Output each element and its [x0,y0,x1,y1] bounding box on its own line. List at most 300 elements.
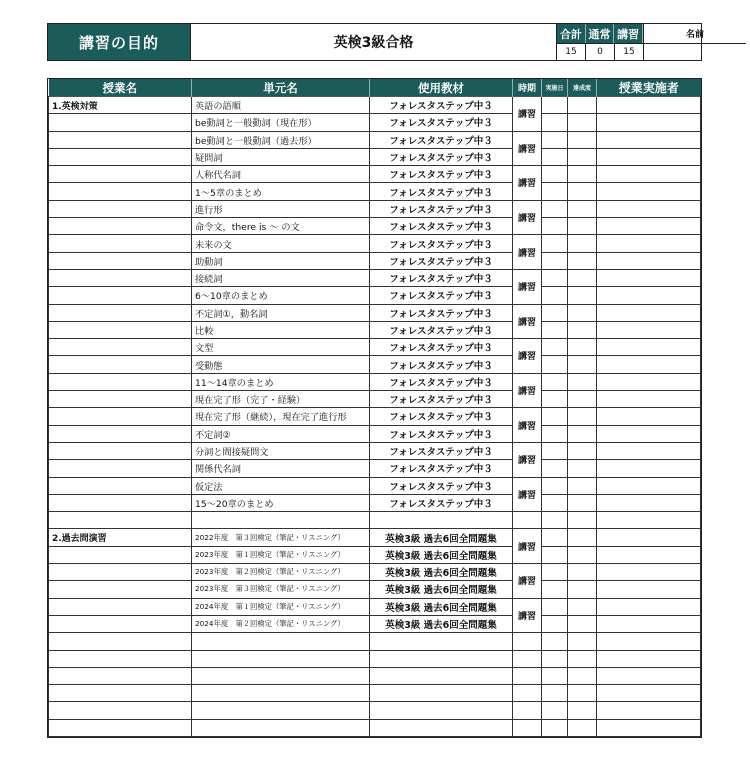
table-row [49,200,701,217]
material-cell: 英検3級 過去6回全問題集 [370,581,513,598]
col-header-course: 授業名 [49,79,192,97]
period-cell: 講習 [513,200,542,235]
instructor-cell[interactable] [597,702,701,719]
material-cell: 英検3級 過去6回全問題集 [370,529,513,546]
table-row [49,685,701,702]
date-cell[interactable] [542,252,568,269]
course-cell [49,339,192,356]
date-cell[interactable] [542,183,568,200]
table-header-row [49,79,701,97]
course-cell [49,494,192,511]
unit-cell [192,685,370,702]
period-cell: 講習 [513,442,542,477]
date-cell[interactable] [542,166,568,183]
material-cell [370,667,513,684]
course-cell [49,564,192,581]
material-cell: フォレスタステップ中３ [370,131,513,148]
material-cell: フォレスタステップ中３ [370,391,513,408]
unit-cell: 疑問詞 [192,148,370,165]
progress-cell[interactable] [568,200,597,217]
table-row [49,356,701,373]
course-cell [49,235,192,252]
material-cell: 英検3級 過去6回全問題集 [370,598,513,615]
progress-cell[interactable] [568,650,597,667]
course-cell: 2.過去問演習 [49,529,192,546]
date-cell[interactable] [542,529,568,546]
course-cell [49,391,192,408]
table-row [49,183,701,200]
table-row [49,546,701,563]
progress-cell[interactable] [568,477,597,494]
progress-cell[interactable] [568,546,597,563]
period-cell [513,650,542,667]
unit-cell [192,512,370,529]
instructor-cell[interactable] [597,114,701,131]
instructor-cell[interactable] [597,269,701,286]
progress-cell[interactable] [568,339,597,356]
instructor-cell[interactable] [597,304,701,321]
material-cell: フォレスタステップ中３ [370,166,513,183]
material-cell [370,633,513,650]
progress-cell[interactable] [568,269,597,286]
material-cell: フォレスタステップ中３ [370,425,513,442]
course-cell [49,356,192,373]
col-header-period: 時期 [513,79,542,97]
date-cell[interactable] [542,339,568,356]
table-row [49,460,701,477]
course-cell [49,166,192,183]
unit-cell: 2023年度 第２回検定（筆記・リスニング） [192,564,370,581]
instructor-cell[interactable] [597,235,701,252]
material-cell: 英検3級 過去6回全問題集 [370,564,513,581]
unit-cell: 関係代名詞 [192,460,370,477]
period-cell [513,633,542,650]
date-cell[interactable] [542,356,568,373]
instructor-cell[interactable] [597,218,701,235]
instructor-cell[interactable] [597,685,701,702]
date-cell[interactable] [542,408,568,425]
progress-cell[interactable] [568,685,597,702]
course-cell [49,667,192,684]
material-cell: フォレスタステップ中３ [370,183,513,200]
instructor-cell[interactable] [597,391,701,408]
curriculum-table [47,78,702,738]
table-row [49,114,701,131]
progress-cell[interactable] [568,702,597,719]
material-cell [370,719,513,736]
period-cell: 講習 [513,408,542,443]
progress-cell[interactable] [568,581,597,598]
unit-cell: 文型 [192,339,370,356]
material-cell: フォレスタステップ中３ [370,235,513,252]
count-value-total: 15 [557,44,586,60]
progress-cell[interactable] [568,391,597,408]
progress-cell[interactable] [568,218,597,235]
table-row [49,477,701,494]
unit-cell [192,702,370,719]
instructor-cell[interactable] [597,131,701,148]
unit-cell [192,719,370,736]
table-row [49,702,701,719]
material-cell [370,685,513,702]
instructor-cell[interactable] [597,598,701,615]
date-cell[interactable] [542,633,568,650]
course-cell [49,408,192,425]
material-cell: フォレスタステップ中３ [370,339,513,356]
table-row [49,287,701,304]
date-cell[interactable] [542,685,568,702]
count-header-regular: 通常 [586,24,615,43]
progress-cell[interactable] [568,529,597,546]
unit-cell: 11～14章のまとめ [192,373,370,390]
date-cell[interactable] [542,287,568,304]
period-cell: 講習 [513,304,542,339]
course-cell [49,148,192,165]
col-header-progress: 達成度 [568,79,597,97]
table-row [49,442,701,459]
unit-cell: 進行形 [192,200,370,217]
progress-cell[interactable] [568,114,597,131]
date-cell[interactable] [542,702,568,719]
course-cell [49,702,192,719]
date-cell[interactable] [542,667,568,684]
count-value-regular: 0 [586,44,615,60]
course-cell [49,546,192,563]
date-cell[interactable] [542,391,568,408]
table-row [49,512,701,529]
unit-cell [192,667,370,684]
period-cell [513,719,542,736]
table-row [49,529,701,546]
period-cell: 講習 [513,529,542,564]
progress-cell[interactable] [568,131,597,148]
table-row [49,304,701,321]
period-cell: 講習 [513,477,542,512]
table-row [49,564,701,581]
progress-cell[interactable] [568,512,597,529]
date-cell[interactable] [542,131,568,148]
course-cell [49,650,192,667]
date-cell[interactable] [542,235,568,252]
unit-cell: 2023年度 第１回検定（筆記・リスニング） [192,546,370,563]
period-cell: 講習 [513,235,542,270]
table-row [49,650,701,667]
unit-cell: 仮定法 [192,477,370,494]
table-row [49,598,701,615]
instructor-cell[interactable] [597,633,701,650]
instructor-cell[interactable] [597,287,701,304]
material-cell: 英検3級 過去6回全問題集 [370,615,513,632]
material-cell: フォレスタステップ中３ [370,148,513,165]
material-cell: フォレスタステップ中３ [370,304,513,321]
instructor-cell[interactable] [597,494,701,511]
date-cell[interactable] [542,321,568,338]
unit-cell: be動詞と一般動詞（現在形） [192,114,370,131]
header-block [47,23,702,61]
instructor-cell[interactable] [597,564,701,581]
table-row [49,321,701,338]
date-cell[interactable] [542,477,568,494]
instructor-cell[interactable] [597,477,701,494]
date-cell[interactable] [542,581,568,598]
progress-cell[interactable] [568,633,597,650]
course-cell [49,252,192,269]
unit-cell: 2024年度 第２回検定（筆記・リスニング） [192,615,370,632]
date-cell[interactable] [542,200,568,217]
instructor-cell[interactable] [597,356,701,373]
progress-cell[interactable] [568,442,597,459]
material-cell: フォレスタステップ中３ [370,97,513,114]
progress-cell[interactable] [568,235,597,252]
period-cell: 講習 [513,339,542,374]
date-cell[interactable] [542,442,568,459]
period-cell [513,667,542,684]
course-cell [49,581,192,598]
name-field[interactable] [643,43,746,60]
course-cell [49,460,192,477]
date-cell[interactable] [542,512,568,529]
material-cell: フォレスタステップ中３ [370,321,513,338]
unit-cell: 英語の語順 [192,97,370,114]
material-cell [370,702,513,719]
material-cell: フォレスタステップ中３ [370,356,513,373]
period-cell: 講習 [513,131,542,166]
table-row [49,269,701,286]
unit-cell: 人称代名詞 [192,166,370,183]
course-cell [49,269,192,286]
progress-cell[interactable] [568,148,597,165]
progress-cell[interactable] [568,719,597,736]
table-row [49,425,701,442]
instructor-cell[interactable] [597,425,701,442]
material-cell: フォレスタステップ中３ [370,373,513,390]
progress-cell[interactable] [568,97,597,114]
table-row [49,615,701,632]
course-cell [49,183,192,200]
unit-cell: 2023年度 第３回検定（筆記・リスニング） [192,581,370,598]
unit-cell: 2022年度 第３回検定（筆記・リスニング） [192,529,370,546]
name-label: 名前 [643,24,746,43]
purpose-label: 講習の目的 [48,24,190,60]
unit-cell: be動詞と一般動詞（過去形） [192,131,370,148]
course-cell: 1.英検対策 [49,97,192,114]
unit-cell: 接続詞 [192,269,370,286]
material-cell: フォレスタステップ中３ [370,460,513,477]
table-row [49,633,701,650]
table-row [49,166,701,183]
unit-cell: 不定詞② [192,425,370,442]
date-cell[interactable] [542,460,568,477]
count-header-total: 合計 [557,24,586,43]
instructor-cell[interactable] [597,97,701,114]
date-cell[interactable] [542,373,568,390]
material-cell: フォレスタステップ中３ [370,114,513,131]
course-cell [49,615,192,632]
course-cell [49,442,192,459]
date-cell[interactable] [542,425,568,442]
table-row [49,218,701,235]
instructor-cell[interactable] [597,408,701,425]
instructor-cell[interactable] [597,148,701,165]
name-block [643,24,703,60]
instructor-cell[interactable] [597,321,701,338]
progress-cell[interactable] [568,304,597,321]
course-cell [49,200,192,217]
table-row [49,719,701,736]
table-row [49,667,701,684]
instructor-cell[interactable] [597,615,701,632]
instructor-cell[interactable] [597,373,701,390]
course-cell [49,373,192,390]
instructor-cell[interactable] [597,546,701,563]
material-cell: フォレスタステップ中３ [370,442,513,459]
date-cell[interactable] [542,719,568,736]
progress-cell[interactable] [568,183,597,200]
course-cell [49,131,192,148]
course-cell [49,633,192,650]
progress-cell[interactable] [568,287,597,304]
date-cell[interactable] [542,564,568,581]
instructor-cell[interactable] [597,339,701,356]
unit-cell: 現在完了形（継続），現在完了進行形 [192,408,370,425]
instructor-cell[interactable] [597,581,701,598]
col-header-date: 実施日 [542,79,568,97]
material-cell: フォレスタステップ中３ [370,200,513,217]
progress-cell[interactable] [568,425,597,442]
count-value-course: 15 [623,47,635,57]
course-cell [49,512,192,529]
progress-cell[interactable] [568,166,597,183]
progress-cell[interactable] [568,598,597,615]
course-cell [49,287,192,304]
col-header-unit: 単元名 [192,79,370,97]
unit-cell: 未来の文 [192,235,370,252]
goal-value: 英検3級合格 [190,24,556,60]
unit-cell: 受動態 [192,356,370,373]
course-cell [49,425,192,442]
instructor-cell[interactable] [597,719,701,736]
instructor-cell[interactable] [597,460,701,477]
date-cell[interactable] [542,546,568,563]
col-header-instructor: 授業実施者 [597,79,701,97]
instructor-cell[interactable] [597,200,701,217]
table-row [49,148,701,165]
period-cell [513,512,542,529]
table-row [49,235,701,252]
table-row [49,97,701,114]
date-cell[interactable] [542,148,568,165]
table-row [49,252,701,269]
progress-cell[interactable] [568,321,597,338]
progress-cell[interactable] [568,252,597,269]
unit-cell: 分詞と間接疑問文 [192,442,370,459]
unit-cell: 6～10章のまとめ [192,287,370,304]
course-cell [49,719,192,736]
instructor-cell[interactable] [597,650,701,667]
table-row [49,494,701,511]
progress-cell[interactable] [568,494,597,511]
unit-cell [192,650,370,667]
period-cell: 講習 [513,598,542,633]
material-cell: フォレスタステップ中３ [370,408,513,425]
progress-cell[interactable] [568,460,597,477]
material-cell: フォレスタステップ中３ [370,269,513,286]
date-cell[interactable] [542,598,568,615]
unit-cell [192,633,370,650]
course-cell [49,218,192,235]
period-cell: 講習 [513,97,542,132]
table-row [49,339,701,356]
unit-cell: 現在完了形（完了・経験） [192,391,370,408]
material-cell: フォレスタステップ中３ [370,494,513,511]
material-cell [370,650,513,667]
progress-cell[interactable] [568,564,597,581]
progress-cell[interactable] [568,373,597,390]
course-cell [49,477,192,494]
table-row [49,131,701,148]
table-row [49,581,701,598]
progress-cell[interactable] [568,667,597,684]
unit-cell: 1～5章のまとめ [192,183,370,200]
table-row [49,391,701,408]
unit-cell: 命令文，there is ～ の文 [192,218,370,235]
col-header-material: 使用教材 [370,79,513,97]
instructor-cell[interactable] [597,512,701,529]
table-body [49,97,701,737]
unit-cell: 2024年度 第１回検定（筆記・リスニング） [192,598,370,615]
unit-cell: 不定詞①，動名詞 [192,304,370,321]
material-cell: 英検3級 過去6回全問題集 [370,546,513,563]
table-row [49,373,701,390]
instructor-cell[interactable] [597,442,701,459]
unit-cell: 15～20章のまとめ [192,494,370,511]
material-cell: フォレスタステップ中３ [370,287,513,304]
unit-cell: 比較 [192,321,370,338]
date-cell[interactable] [542,494,568,511]
date-cell[interactable] [542,114,568,131]
unit-cell: 助動詞 [192,252,370,269]
date-cell[interactable] [542,304,568,321]
progress-cell[interactable] [568,408,597,425]
course-cell [49,321,192,338]
material-cell [370,512,513,529]
date-cell[interactable] [542,218,568,235]
instructor-cell[interactable] [597,183,701,200]
table-row [49,408,701,425]
date-cell[interactable] [542,615,568,632]
period-cell: 講習 [513,564,542,599]
date-cell[interactable] [542,269,568,286]
instructor-cell[interactable] [597,166,701,183]
progress-cell[interactable] [568,615,597,632]
course-cell [49,114,192,131]
period-cell: 講習 [513,166,542,201]
material-cell: フォレスタステップ中３ [370,252,513,269]
period-cell [513,685,542,702]
period-cell: 講習 [513,269,542,304]
course-cell [49,598,192,615]
date-cell[interactable] [542,650,568,667]
instructor-cell[interactable] [597,529,701,546]
date-cell[interactable] [542,97,568,114]
progress-cell[interactable] [568,356,597,373]
instructor-cell[interactable] [597,252,701,269]
course-cell [49,304,192,321]
material-cell: フォレスタステップ中３ [370,218,513,235]
instructor-cell[interactable] [597,667,701,684]
period-cell [513,702,542,719]
material-cell: フォレスタステップ中３ [370,477,513,494]
